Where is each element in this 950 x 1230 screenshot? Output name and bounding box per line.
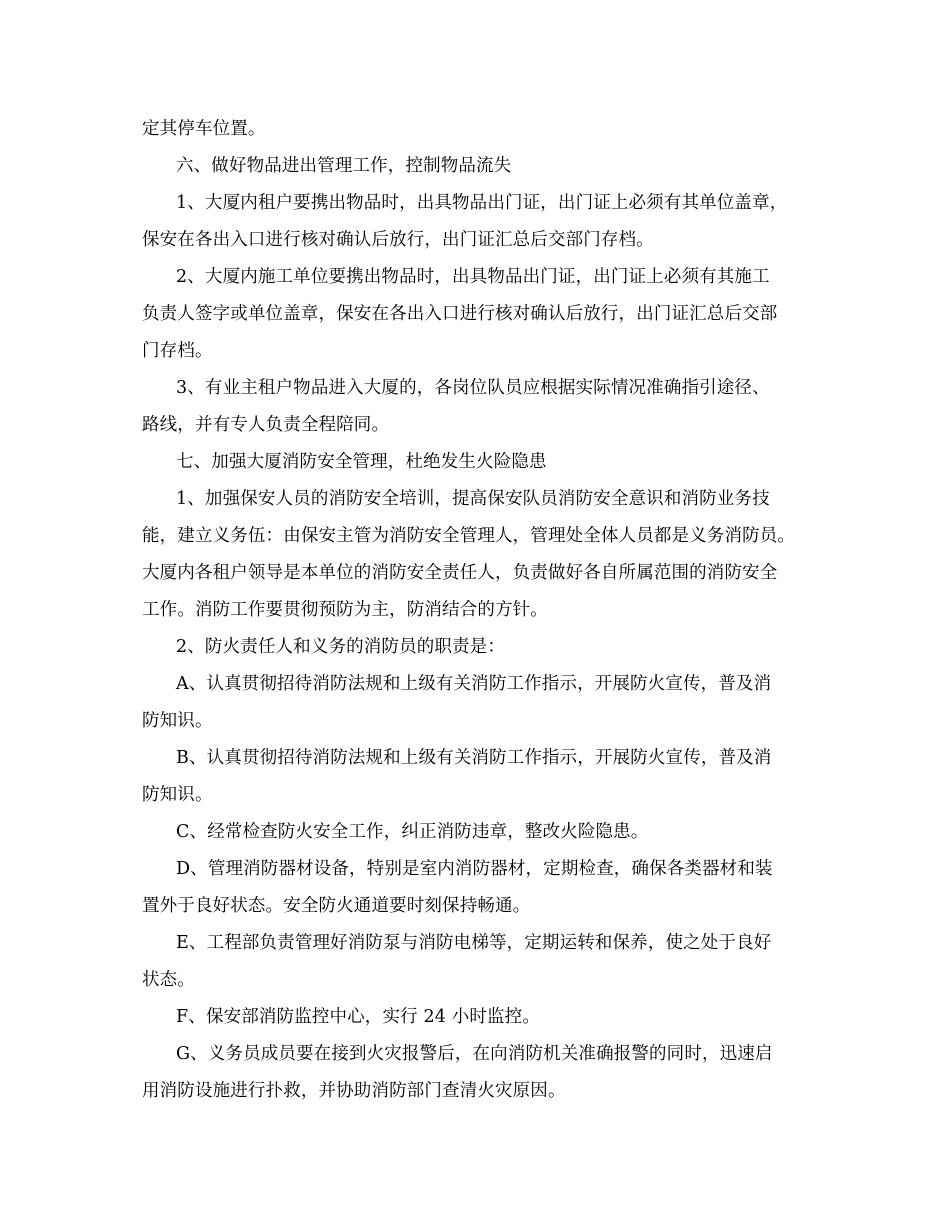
text-line: 工作。消防工作要贯彻预防为主，防消结合的方针。: [142, 600, 548, 620]
text-line: 3、有业主租户物品进入大厦的，各岗位队员应根据实际情况准确指引途径、: [176, 378, 770, 398]
text-line: D、管理消防器材设备，特别是室内消防器材，定期检查，确保各类器材和装: [176, 859, 773, 879]
text-line: F、保安部消防监控中心，实行 24 小时监控。: [176, 1007, 540, 1027]
text-line: A、认真贯彻招待消防法规和上级有关消防工作指示，开展防火宣传，普及消: [176, 674, 772, 694]
section-heading: 六、做好物品进出管理工作，控制物品流失: [176, 156, 512, 176]
text-line: E、工程部负责管理好消防泵与消防电梯等，定期运转和保养，使之处于良好: [176, 933, 772, 953]
text-line: 状态。: [142, 970, 195, 990]
text-line: B、认真贯彻招待消防法规和上级有关消防工作指示，开展防火宣传，普及消: [176, 748, 772, 768]
text-line: 用消防设施进行扑救，并协助消防部门查清火灾原因。: [142, 1081, 566, 1101]
text-line: 置外于良好状态。安全防火通道要时刻保持畅通。: [142, 896, 531, 916]
text-line: 能，建立义务伍：由保安主管为消防安全管理人，管理处全体人员都是义务消防员。: [142, 526, 796, 546]
text-line: 大厦内各租户领导是本单位的消防安全责任人，负责做好各自所属范围的消防安全: [142, 563, 778, 583]
text-line: C、经常检查防火安全工作，纠正消防违章，整改火险隐患。: [176, 822, 649, 842]
text-line: 防知识。: [142, 785, 213, 805]
text-line: G、义务员成员要在接到火灾报警后，在向消防机关准确报警的同时，迅速启: [176, 1044, 773, 1064]
text-line: 2、防火责任人和义务的消防员的职责是：: [176, 637, 505, 657]
text-line: 1、加强保安人员的消防安全培训，提高保安队员消防安全意识和消防业务技: [176, 489, 770, 509]
text-line: 路线，并有专人负责全程陪同。: [142, 415, 390, 435]
text-line: 2、大厦内施工单位要携出物品时，出具物品出门证，出门证上必须有其施工: [176, 267, 770, 287]
text-line: 防知识。: [142, 711, 213, 731]
section-heading: 七、加强大厦消防安全管理，杜绝发生火险隐患: [176, 452, 547, 472]
text-line: 门存档。: [142, 341, 213, 361]
text-line: 负责人签字或单位盖章，保安在各出入口进行核对确认后放行，出门证汇总后交部: [142, 304, 778, 324]
text-line: 定其停车位置。: [142, 119, 266, 139]
text-line: 保安在各出入口进行核对确认后放行，出门证汇总后交部门存档。: [142, 230, 654, 250]
text-line: 1、大厦内租户要携出物品时，出具物品出门证，出门证上必须有其单位盖章，: [176, 193, 788, 213]
